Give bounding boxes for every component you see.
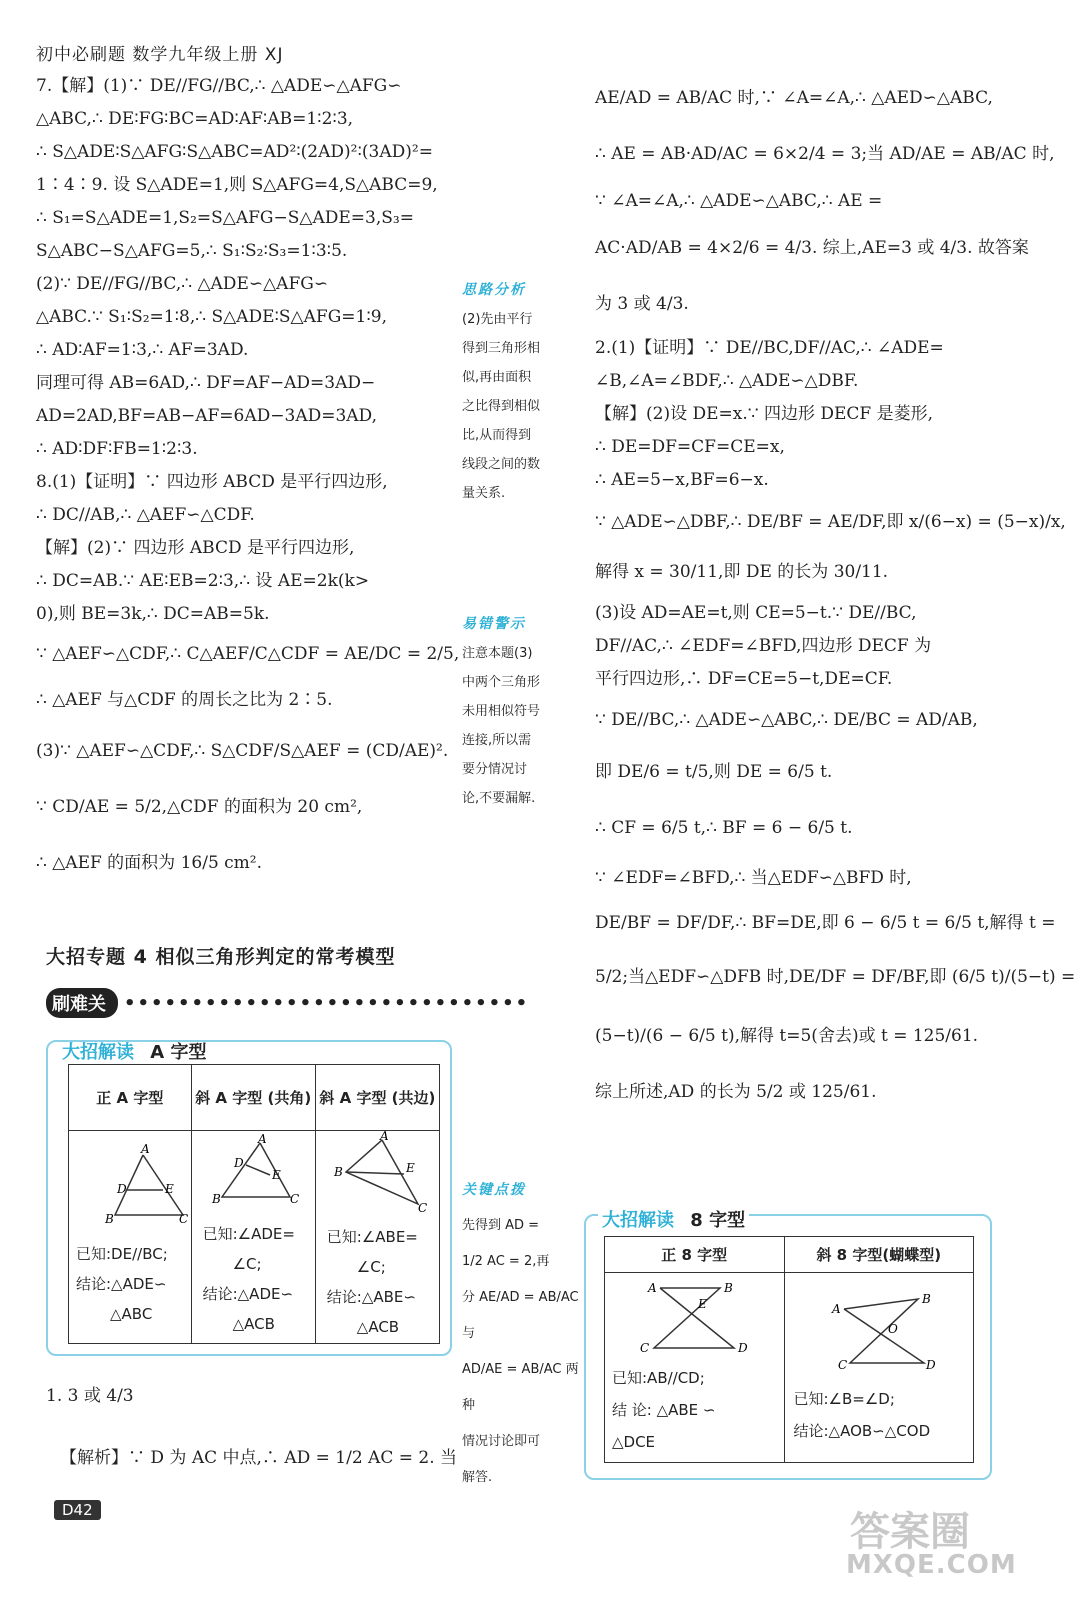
text-line: ∴ S△ADE∶S△AFG∶S△ABC=AD²∶(2AD)²∶(3AD)²= [36,142,433,162]
text-line: ∵ △ADE∽△DBF,∴ DE/BF = AE/DF,即 x/(6−x) = (5−x)/x, [595,512,1066,532]
model-condition [606,1362,783,1458]
svg-text:D: D [925,1357,936,1372]
text-line: ∴ DC//AB,∴ △AEF∽△CDF. [36,505,255,525]
text-line: ∵ △AEF∽△CDF,∴ C△AEF/C△CDF = AE/DC = 2/5, [36,644,460,664]
table-cell [191,1131,315,1344]
model-condition [317,1222,438,1342]
side-note-line: 情况讨论即可 [462,1434,541,1449]
condition-line: △ABC [110,1305,153,1323]
text-line: ∴ AE=5−x,BF=6−x. [595,470,769,490]
condition-line: △ACB [232,1315,275,1333]
condition-line: 结论:△ABE∽ [326,1288,416,1306]
text-line: (2)∵ DE//FG//BC,∴ △ADE∽△AFG∽ [36,274,329,294]
text-line: 7.【解】(1)∵ DE//FG//BC,∴ △ADE∽△AFG∽ [36,76,402,96]
condition-line: △DCE [612,1432,656,1451]
text-line: ∵ CD/AE = 5/2,△CDF 的面积为 20 cm², [36,797,363,817]
side-note-line: 分 AE/AD = AB/AC 与 [462,1290,579,1341]
condition-line: 已知:∠ADE= [202,1225,295,1243]
watermark-logo: 答案圈 [850,1509,970,1555]
a-figure-diagram [322,1129,432,1218]
table-cell [69,1131,192,1344]
svg-text:E: E [164,1182,174,1196]
a-model-heading [62,1038,206,1064]
side-note-line: 似,再由面积 [462,370,532,385]
side-note-line: 未用相似符号 [462,704,541,719]
side-note-title: 思路分析 [462,282,526,298]
table-header: 正 8 字型 [605,1237,785,1273]
a-figure-diagram [75,1142,188,1235]
svg-text:C: C [640,1340,650,1355]
text-line: ∵ DE//BC,∴ △ADE∽△ABC,∴ DE/BC = AD/AB, [595,710,978,730]
text-line: (5−t)/(6 − 6/5 t),解得 t=5(舍去)或 t = 125/61. [595,1026,979,1046]
text-line: 0),则 BE=3k,∴ DC=AB=5k. [36,604,270,624]
eight-figure-diagram [624,1278,764,1358]
side-note-key-point [462,1172,580,1496]
text-line: 1∶4∶9. 设 S△ADE=1,则 S△AFG=4,S△ABC=9, [36,175,438,195]
text-line: △ABC.∵ S₁∶S₂=1∶8,∴ S△ADE∶S△AFG=1∶9, [36,307,387,327]
a-figure-diagram [198,1132,308,1215]
text-line: S△ABC−S△AFG=5,∴ S₁∶S₂∶S₃=1∶3∶5. [36,241,348,261]
text-line: AD=2AD,BF=AB−AF=6AD−3AD=3AD, [36,406,377,426]
text-line: (3)∵ △AEF∽△CDF,∴ S△CDF/S△AEF = (CD/AE)². [36,741,449,761]
text-line: △ABC,∴ DE∶FG∶BC=AD∶AF∶AB=1∶2∶3, [36,109,354,129]
table-header: 斜 A 字型 (共边) [315,1065,439,1131]
text-line: 【解】(2)设 DE=x.∵ 四边形 DECF 是菱形, [595,404,934,424]
model-condition [786,1383,973,1447]
q1-analysis: 【解析】∵ D 为 AC 中点,∴ AD = 1/2 AC = 2. 当 [60,1448,458,1468]
text-line: ∠B,∠A=∠BDF,∴ △ADE∽△DBF. [595,371,859,391]
side-note-line: 解答. [462,1470,493,1485]
text-line: (3)设 AD=AE=t,则 CE=5−t.∵ DE//BC, [595,603,917,623]
condition-line: 结论:△AOB∽△COD [793,1421,931,1440]
side-note-line: (2)先由平行 [462,312,533,327]
svg-text:D: D [738,1340,748,1355]
svg-text:D: D [116,1182,127,1196]
dotted-rule: •••••••••••••••••••••••••••••• [124,992,530,1014]
table-header: 斜 A 字型 (共角) [191,1065,315,1131]
model-title: A 字型 [150,1042,207,1063]
condition-line: 结论:△ADE∽ [202,1285,294,1303]
text-line: 5/2;当△EDF∽△DFB 时,DE/DF = DF/BF,即 (6/5 t)/(5−t) = [595,967,1075,987]
text-line: 即 DE/6 = t/5,则 DE = 6/5 t. [595,762,833,782]
svg-text:B: B [212,1192,222,1206]
svg-text:C: C [418,1201,428,1215]
text-line: DE/BF = DF/DF,∴ BF=DE,即 6 − 6/5 t = 6/5 t,解得 t = [595,913,1056,933]
svg-text:B: B [334,1165,344,1179]
table-header: 正 A 字型 [69,1065,192,1131]
text-line: ∴ △AEF 与△CDF 的周长之比为 2∶5. [36,690,333,710]
svg-text:C: C [290,1192,300,1206]
table-cell [605,1273,785,1463]
svg-text:D: D [234,1156,244,1170]
side-note-line: 连接,所以需 [462,733,532,748]
badge-label: 大招解读 [602,1210,674,1231]
q1-answer: 1. 3 或 4/3 [46,1386,134,1406]
condition-line: 已知:∠ABE= [326,1228,418,1246]
text-line: ∴ DE=DF=CF=CE=x, [595,437,785,457]
text-line: 平行四边形,∴ DF=CE=5−t,DE=CF. [595,669,893,689]
side-note-line: 量关系. [462,486,506,501]
text-line: 同理可得 AB=6AD,∴ DF=AF−AD=3AD− [36,373,376,393]
svg-text:E: E [698,1296,708,1311]
side-note-line: 要分情况讨 [462,762,528,777]
a-model-panel [46,1040,452,1356]
side-note-line: 中两个三角形 [462,675,541,690]
condition-line: 已知:∠B=∠D; [793,1389,895,1408]
side-note-line: AD/AE = AB/AC 两种 [462,1362,579,1413]
condition-line: 已知:DE//BC; [76,1245,168,1263]
model-title: 8 字型 [690,1210,746,1231]
text-line: 解得 x = 30/11,即 DE 的长为 30/11. [595,562,889,582]
table-header: 斜 8 字型(蝴蝶型) [784,1237,974,1273]
svg-text:A: A [831,1301,841,1316]
brush-banner [46,988,529,1018]
svg-text:B: B [104,1212,114,1226]
text-line: ∵ ∠A=∠A,∴ △ADE∽△ABC,∴ AE = [595,191,883,211]
text-line: ∴ CF = 6/5 t,∴ BF = 6 − 6/5 t. [595,818,853,838]
right-column [595,70,1075,1120]
side-note-title: 易错警示 [462,616,526,632]
condition-line: 结 论: △ABE ∽ [612,1400,716,1419]
svg-text:O: O [887,1321,898,1336]
text-line: 为 3 或 4/3. [595,294,689,314]
eight-model-panel [584,1210,992,1480]
section-title: 大招专题 4 相似三角形判定的常考模型 [46,946,396,968]
svg-text:E: E [406,1161,416,1175]
brush-label: 刷难关 [46,988,118,1018]
side-note-warning [462,610,572,813]
svg-text:C: C [837,1357,847,1372]
text-line: 2.(1)【证明】∵ DE//BC,DF//AC,∴ ∠ADE= [595,338,944,358]
eight-model-heading [598,1206,749,1232]
side-note-line: 论,不要漏解. [462,791,536,806]
svg-text:B: B [921,1291,931,1306]
side-note-title: 关键点拨 [462,1182,526,1198]
side-note-line: 得到三角形相 [462,341,541,356]
svg-text:A: A [140,1142,150,1156]
text-line: 8.(1)【证明】∵ 四边形 ABCD 是平行四边形, [36,472,388,492]
svg-text:A: A [648,1280,657,1295]
text-line: AC·AD/AB = 4×2/6 = 4/3. 综上,AE=3 或 4/3. 故答案 [595,238,1029,258]
text-line: AE/AD = AB/AC 时,∵ ∠A=∠A,∴ △AED∽△ABC, [595,88,993,108]
text-line: DF//AC,∴ ∠EDF=∠BFD,四边形 DECF 为 [595,636,932,656]
page-number: D42 [54,1500,101,1520]
eight-model-table [604,1236,974,1463]
badge-label: 大招解读 [62,1042,134,1063]
side-note-line: 注意本题(3) [462,646,533,661]
left-column [36,70,460,891]
text-line: 综上所述,AD 的长为 5/2 或 125/61. [595,1082,877,1102]
text-line: ∴ AD∶DF∶FB=1∶2∶3. [36,439,198,459]
side-note-line: 之比得到相似 [462,399,541,414]
text-line: ∴ AE = AB·AD/AC = 6×2/4 = 3;当 AD/AE = AB/AC 时, [595,144,1055,164]
condition-line: ∠C; [232,1255,262,1273]
a-model-table [68,1064,440,1344]
watermark-url: MXQE.COM [846,1550,1017,1580]
side-note-line: 先得到 AD = [462,1218,540,1233]
condition-line: △ACB [356,1318,400,1336]
condition-line: ∠C; [356,1258,386,1276]
model-condition [193,1219,314,1339]
svg-text:B: B [724,1280,734,1295]
svg-text:A: A [380,1129,390,1143]
condition-line: 已知:AB//CD; [612,1368,705,1387]
text-line: 【解】(2)∵ 四边形 ABCD 是平行四边形, [36,538,355,558]
model-condition [70,1239,190,1329]
condition-line: 结论:△ADE∽ [76,1275,167,1293]
text-line: ∴ AD∶AF=1∶3,∴ AF=3AD. [36,340,249,360]
table-cell [784,1273,974,1463]
text-line: ∵ ∠EDF=∠BFD,∴ 当△EDF∽△BFD 时, [595,868,912,888]
svg-text:E: E [272,1168,281,1182]
side-note-analysis [462,276,572,508]
text-line: ∴ △AEF 的面积为 16/5 cm². [36,853,263,873]
side-note-line: 1/2 AC = 2,再 [462,1254,550,1269]
svg-text:A: A [258,1132,267,1146]
svg-text:C: C [178,1212,188,1226]
side-note-line: 比,从而得到 [462,428,532,443]
table-cell [315,1131,439,1344]
page-header: 初中必刷题 数学九年级上册 XJ [36,45,284,65]
text-line: ∴ S₁=S△ADE=1,S₂=S△AFG−S△ADE=3,S₃= [36,208,414,228]
side-note-line: 线段之间的数 [462,457,541,472]
eight-figure-diagram [804,1289,954,1379]
text-line: ∴ DC=AB.∵ AE∶EB=2∶3,∴ 设 AE=2k(k> [36,571,370,591]
